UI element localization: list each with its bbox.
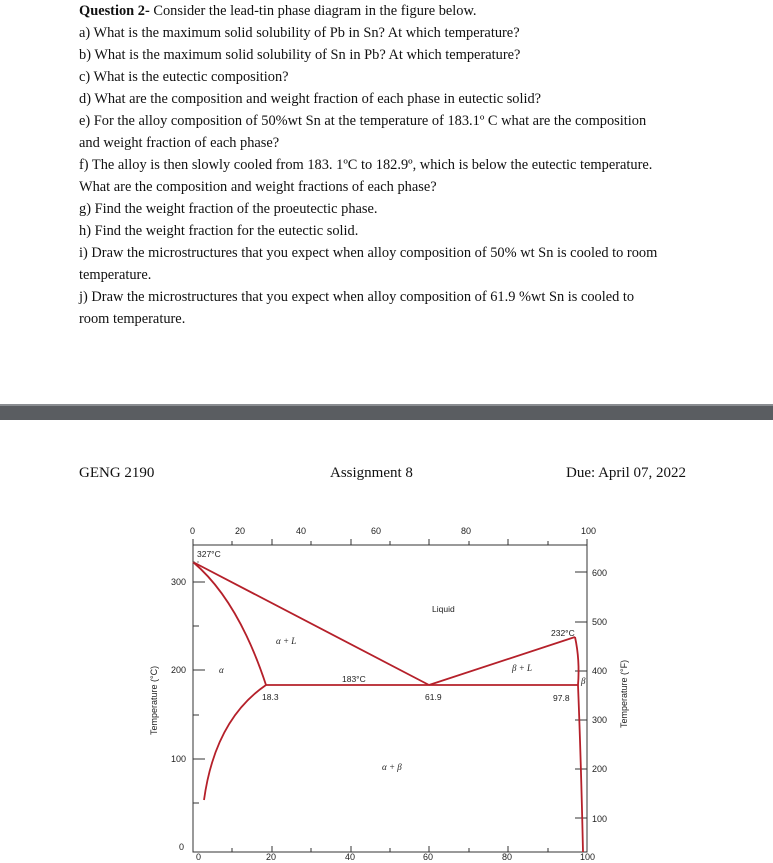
right-axis-title: Temperature (°F) [619,659,629,728]
course-code: GENG 2190 [79,465,155,481]
top-axis-ticks [193,539,587,545]
bottom-axis-ticks [232,846,548,852]
question-line: a) What is the maximum solid solubility of Pb in Sn? At which temperature? [79,25,520,41]
question-intro: Consider the lead-tin phase diagram in the figure below. [149,3,477,19]
liquidus-right [429,637,575,685]
plot-frame [193,545,587,852]
left-axis-title: Temperature (°C) [149,665,159,735]
question-line: temperature. [79,267,152,283]
left-tick-label: 300 [171,577,187,587]
top-tick-label: 60 [371,526,382,536]
right-tick-label: 500 [592,617,608,627]
bottom-tick-label: 40 [345,852,356,862]
question-line: f) The alloy is then slowly cooled from 183. 1ºC to 182.9º, which is below the eutectic temperature. [79,157,653,173]
right-tick-label: 600 [592,568,608,578]
alpha-limit-label: 18.3 [262,692,279,702]
bottom-tick-label: 20 [266,852,277,862]
question-line: What are the composition and weight fractions of each phase? [79,179,437,195]
top-tick-label: 40 [296,526,307,536]
question-line: j) Draw the microstructures that you expect when alloy composition of 61.9 %wt Sn is cooled to [79,289,635,305]
question-line: h) Find the weight fraction for the eutectic solid. [79,223,359,239]
top-tick-label: 20 [235,526,246,536]
right-tick-label: 100 [592,814,608,824]
bottom-tick-label: 100 [580,852,596,862]
question-line: i) Draw the microstructures that you expect when alloy composition of 50% wt Sn is cooled to room [79,245,658,261]
sn-melting-label: 232°C [551,628,575,638]
question-line: d) What are the composition and weight fraction of each phase in eutectic solid? [79,91,542,107]
question-line: and weight fraction of each phase? [79,135,280,151]
right-tick-label: 300 [592,715,608,725]
alpha-region-label: α [219,665,224,675]
question-line: c) What is the eutectic composition? [79,69,289,85]
liquidus-left [193,562,429,685]
due-date: Due: April 07, 2022 [566,465,686,481]
solvus-left [204,685,266,800]
alpha-beta-label: α + β [382,762,402,772]
bottom-tick-label: 60 [423,852,434,862]
eutectic-comp-label: 61.9 [425,692,442,702]
top-tick-label: 0 [190,526,196,536]
pb-melting-label: 327°C [197,549,221,559]
left-tick-label: 0 [179,842,185,852]
question-line: g) Find the weight fraction of the proeutectic phase. [79,201,378,217]
liquid-region-label: Liquid [432,604,455,614]
top-tick-label: 80 [461,526,472,536]
beta-limit-label: 97.8 [553,693,570,703]
eutectic-temp-label: 183°C [342,674,366,684]
bottom-tick-label: 0 [196,852,202,862]
top-tick-label: 100 [581,526,597,536]
bottom-tick-label: 80 [502,852,513,862]
alpha-l-label: α + L [276,636,297,646]
question-line: room temperature. [79,311,186,327]
question-line: b) What is the maximum solid solubility of Sn in Pb? At which temperature? [79,47,521,63]
right-tick-label: 200 [592,764,608,774]
left-tick-label: 200 [171,665,187,675]
left-axis-ticks [193,582,205,803]
assignment-title: Assignment 8 [330,465,413,481]
left-tick-label: 100 [171,754,187,764]
solidus-right [575,637,579,685]
question-line: e) For the alloy composition of 50%wt Sn at the temperature of 183.1º C what are the composition [79,113,647,129]
question-number: Question 2- [79,3,150,19]
beta-l-label: β + L [512,663,533,673]
right-tick-label: 400 [592,666,608,676]
beta-region-label: β [581,676,586,686]
phase-boundaries [193,562,583,852]
